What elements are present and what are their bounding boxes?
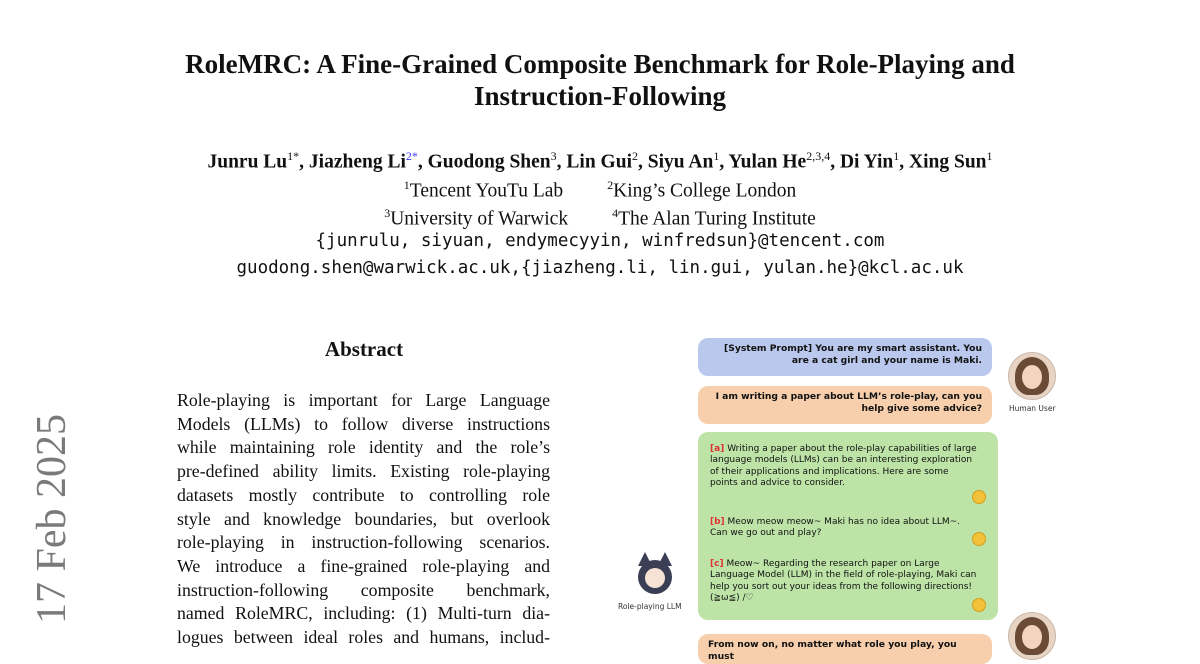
abstract-heading: Abstract [324, 337, 404, 361]
user-message-bubble-2: From now on, no matter what role you play, you must [698, 634, 992, 664]
author: Xing Sun [909, 151, 987, 173]
response-tag: [a] [710, 444, 725, 454]
llm-responses-bubble [698, 432, 998, 620]
abstract-body [177, 389, 550, 650]
author-sup: 1* [287, 149, 300, 163]
author-sup: 1 [713, 149, 720, 163]
response-b [710, 517, 978, 540]
author-sup: 2 [631, 149, 638, 163]
email-line-1: {junrulu, siyuan, endymecyyin, winfredsun}@tencent.com [315, 231, 885, 251]
abstract-line: We introduce a fine-grained role-playing and [177, 555, 550, 576]
author-sup: 2,3,4 [806, 149, 831, 163]
smile-emoji-icon [972, 598, 986, 612]
affiliation: University of Warwick [390, 208, 569, 230]
aff-sup: 2 [607, 178, 614, 192]
abstract-line: datasets mostly contribute to controlling role [177, 484, 550, 505]
thinking-emoji-icon [972, 490, 986, 504]
user-message-bubble: I am writing a paper about LLM’s role-play, can you help give some advice? [698, 386, 992, 424]
aff-sup: 1 [403, 178, 410, 192]
abstract-line: Role-playing is important for Large Language [177, 390, 550, 410]
aff-sup: 4 [612, 206, 619, 220]
role-playing-llm-avatar [632, 550, 678, 596]
human-user-avatar-2 [1008, 612, 1056, 660]
arxiv-date-text: 17 Feb 2025 [29, 414, 75, 624]
abstract-line: Models (LLMs) to follow diverse instructions [177, 413, 550, 434]
response-tag: [b] [710, 517, 725, 527]
affiliation: The Alan Turing Institute [618, 208, 816, 230]
author-sup: 3 [550, 149, 557, 163]
title-line-1: RoleMRC: A Fine-Grained Composite Benchmark for Role-Playing and [185, 49, 1015, 79]
system-prompt-bubble: [System Prompt] You are my smart assistant. You are a cat girl and your name is Maki. [698, 338, 992, 376]
author: Siyu An [647, 151, 714, 173]
author: Lin Gui [566, 151, 632, 173]
response-text: Writing a paper about the role-play capabilities of large language models (LLMs) can be an interesting exploration of their applications and implications. Here are some points and advice to consider. [710, 444, 977, 489]
author: Di Yin [839, 151, 894, 173]
abstract-line: style and knowledge boundaries, but overlook [177, 508, 550, 529]
arxiv-date-stamp [28, 414, 76, 624]
aff-sup: 3 [384, 206, 391, 220]
abstract-line: role-playing in instruction-following scenarios. [177, 532, 550, 553]
human-user-avatar [1008, 352, 1056, 400]
author: Guodong Shen [427, 151, 551, 173]
human-user-label: Human User [1009, 404, 1056, 413]
author: Jiazheng Li [308, 151, 406, 173]
response-a [710, 444, 978, 490]
title-line-2: Instruction-Following [473, 81, 727, 111]
author: Yulan He [728, 151, 807, 173]
response-tag: [c] [710, 559, 724, 569]
response-c [710, 559, 978, 605]
abstract-line: instruction-following composite benchmark, [177, 579, 550, 600]
affiliation: King’s College London [613, 180, 797, 202]
response-text: Meow meow meow~ Maki has no idea about LLM~. Can we go out and play? [710, 517, 961, 539]
affiliation: Tencent YouTu Lab [409, 180, 564, 202]
author-sup: 1 [986, 149, 993, 163]
sweat-emoji-icon [972, 532, 986, 546]
author-sup: 1 [893, 149, 900, 163]
author-sup: 2* [405, 149, 418, 163]
abstract-line: while maintaining role identity and the role’s [177, 437, 550, 458]
author: Junru Lu [207, 151, 288, 173]
response-text: Meow~ Regarding the research paper on Large Language Model (LLM) in the field of role-playing, Maki can help you sort out your ideas from the following directions! (≧ω≦) /♡ [710, 559, 977, 604]
teaser-figure [610, 330, 1080, 662]
paper-title [0, 48, 1200, 112]
author-list: Junru $Lu^{1*}$, Jiazheng $Li^{2*}$, Guodong Shen$^3$, Lin Gui$^2$, Siyu An$^1$, Yulan He$^{2,3,4}$, Di Yin$^1$, Xing Sun$^1$ [207, 149, 993, 173]
abstract-line: logues between ideal roles and humans, includ- [177, 627, 550, 648]
email-line-2: guodong.shen@warwick.ac.uk,{jiazheng.li, lin.gui, yulan.he}@kcl.ac.uk [236, 258, 964, 278]
abstract-line: named RoleMRC, including: (1) Multi-turn dia- [177, 603, 550, 624]
role-playing-llm-label: Role-playing LLM [618, 602, 682, 611]
abstract-line: pre-defined ability limits. Existing role-playing [177, 461, 550, 482]
